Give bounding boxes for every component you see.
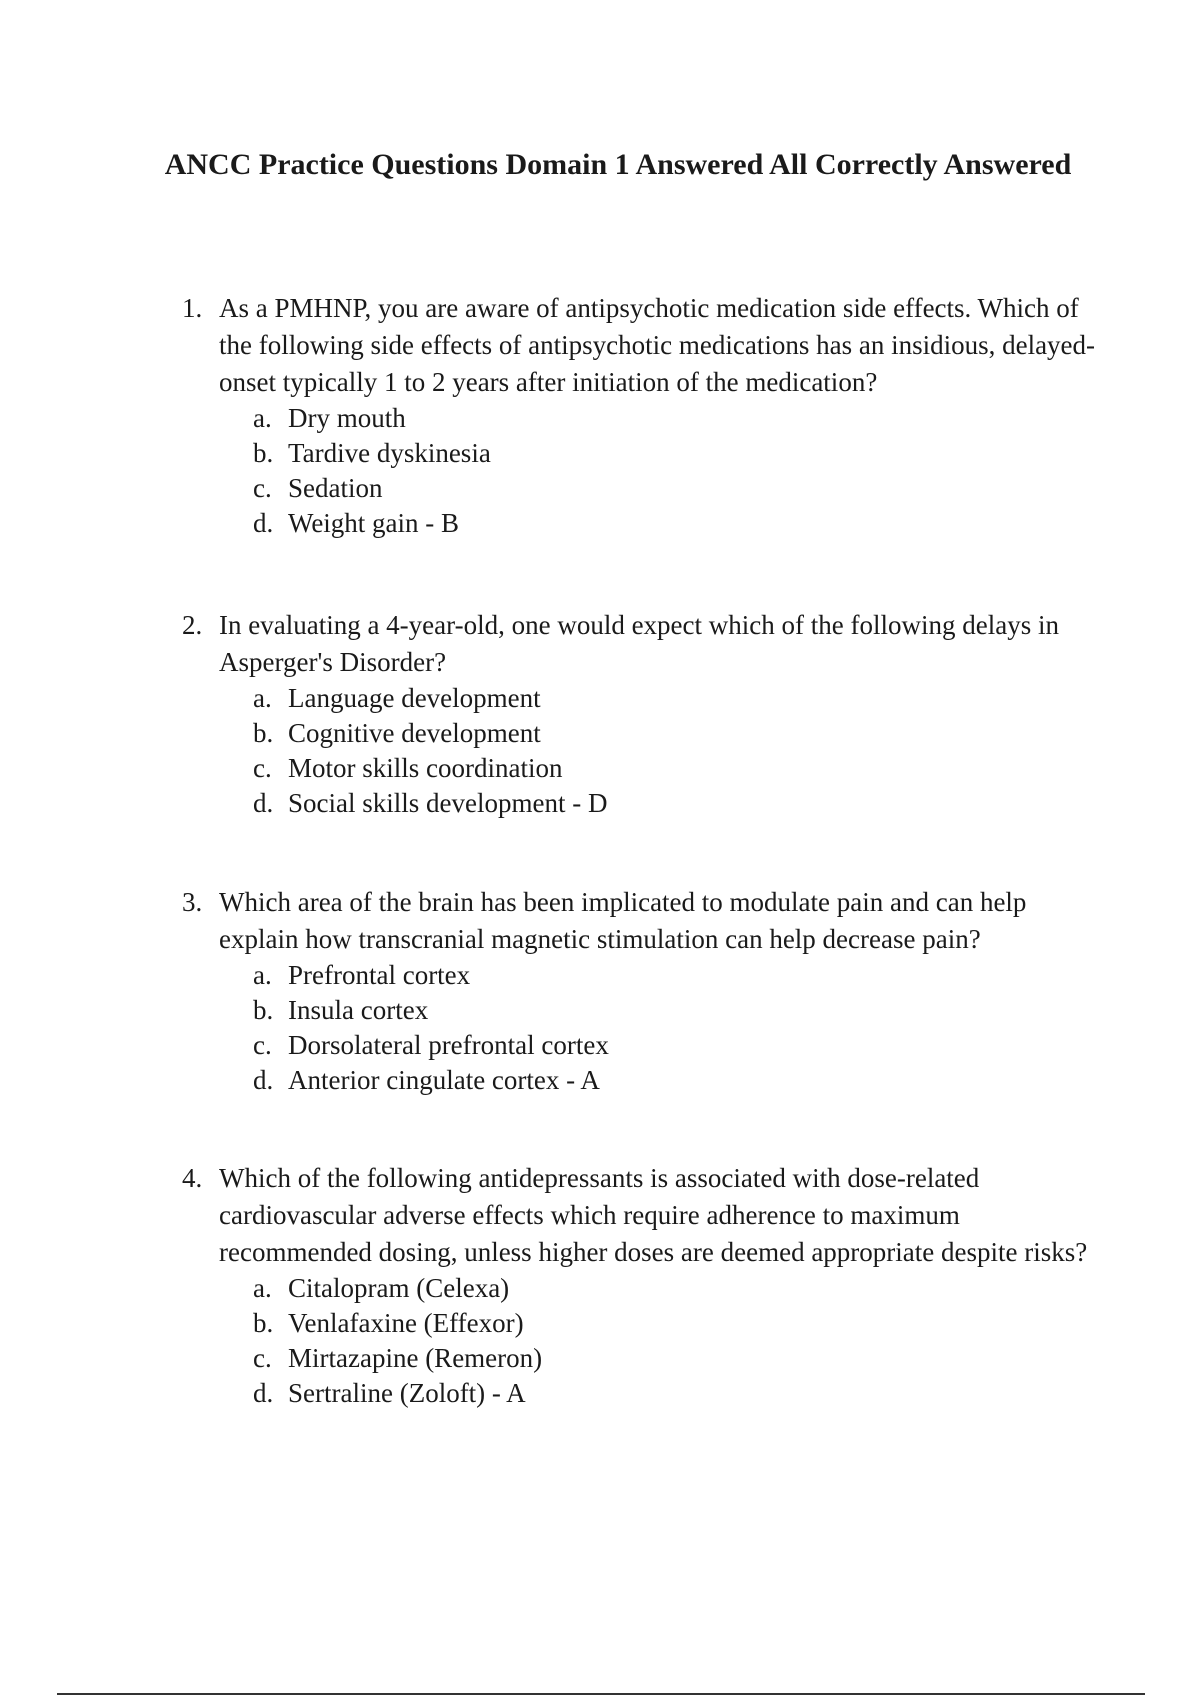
question-number: 4. (182, 1163, 203, 1193)
option-letter: b. (253, 438, 274, 468)
answer-option-a (253, 401, 1102, 436)
option-text: Tardive dyskinesia (288, 438, 491, 468)
option-text: Venlafaxine (Effexor) (288, 1308, 524, 1338)
question-1 (182, 290, 1102, 541)
option-text: Sertraline (Zoloft) - A (288, 1378, 526, 1408)
answer-option-c (253, 471, 1102, 506)
question-number: 2. (182, 610, 203, 640)
option-letter: b. (253, 1308, 274, 1338)
question-text: In evaluating a 4-year-old, one would expect which of the following delays in Asperger's Disorder? (219, 610, 1059, 677)
option-text: Citalopram (Celexa) (288, 1273, 510, 1303)
option-letter: b. (253, 718, 274, 748)
option-letter: d. (253, 1378, 274, 1408)
option-text: Motor skills coordination (288, 753, 563, 783)
option-letter: a. (253, 1273, 272, 1303)
option-text: Dry mouth (288, 403, 406, 433)
answer-option-d (253, 1376, 1102, 1411)
option-text: Mirtazapine (Remeron) (288, 1343, 543, 1373)
option-letter: d. (253, 508, 274, 538)
question-3 (182, 884, 1102, 1098)
answer-option-d (253, 506, 1102, 541)
answer-option-a (253, 958, 1102, 993)
question-text: Which area of the brain has been implicated to modulate pain and can help explain how transcranial magnetic stimulation can help decrease pain? (219, 887, 1027, 954)
answer-option-b (253, 436, 1102, 471)
answer-option-b (253, 993, 1102, 1028)
question-2 (182, 607, 1102, 821)
page-title: ANCC Practice Questions Domain 1 Answered All Correctly Answered (164, 148, 1072, 181)
answer-option-b (253, 1306, 1102, 1341)
answer-options (182, 681, 1102, 821)
option-letter: d. (253, 1065, 274, 1095)
footer-divider (57, 1693, 1145, 1695)
option-letter: d. (253, 788, 274, 818)
question-stem (182, 1160, 1102, 1271)
answer-options (182, 1271, 1102, 1411)
question-stem (182, 290, 1102, 401)
answer-option-c (253, 1341, 1102, 1376)
option-text: Dorsolateral prefrontal cortex (288, 1030, 609, 1060)
question-text: As a PMHNP, you are aware of antipsychotic medication side effects. Which of the following side effects of antipsychotic medications has an insidious, delayed-onset typically 1 to 2 years after initiation of the medication? (219, 293, 1096, 397)
option-text: Social skills development - D (288, 788, 608, 818)
option-letter: c. (253, 1030, 272, 1060)
option-text: Cognitive development (288, 718, 541, 748)
option-letter: a. (253, 683, 272, 713)
option-letter: c. (253, 473, 272, 503)
question-text: Which of the following antidepressants is associated with dose-related cardiovascular adverse effects which require adherence to maximum recommended dosing, unless higher doses are deemed appropriate despite risks? (219, 1163, 1088, 1267)
option-letter: a. (253, 960, 272, 990)
option-text: Sedation (288, 473, 383, 503)
option-letter: c. (253, 1343, 272, 1373)
answer-options (182, 958, 1102, 1098)
answer-option-c (253, 751, 1102, 786)
option-text: Language development (288, 683, 541, 713)
answer-option-a (253, 681, 1102, 716)
question-number: 3. (182, 887, 203, 917)
answer-option-c (253, 1028, 1102, 1063)
option-text: Prefrontal cortex (288, 960, 471, 990)
option-text: Anterior cingulate cortex - A (288, 1065, 600, 1095)
question-4 (182, 1160, 1102, 1411)
answer-option-a (253, 1271, 1102, 1306)
answer-option-d (253, 786, 1102, 821)
option-letter: c. (253, 753, 272, 783)
question-stem (182, 884, 1102, 958)
answer-option-d (253, 1063, 1102, 1098)
option-text: Insula cortex (288, 995, 429, 1025)
question-number: 1. (182, 293, 203, 323)
option-text: Weight gain - B (288, 508, 460, 538)
option-letter: a. (253, 403, 272, 433)
option-letter: b. (253, 995, 274, 1025)
answer-options (182, 401, 1102, 541)
answer-option-b (253, 716, 1102, 751)
question-stem (182, 607, 1102, 681)
